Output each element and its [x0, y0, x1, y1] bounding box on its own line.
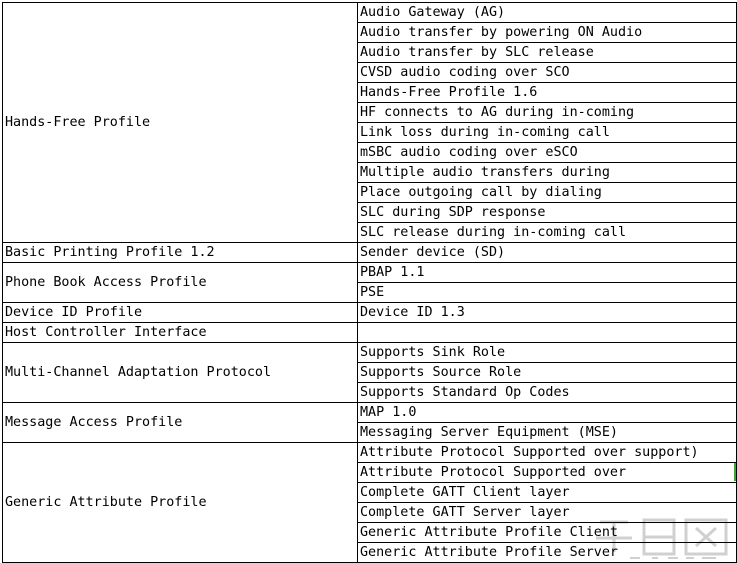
feature-cell[interactable]: Audio transfer by SLC release — [358, 43, 737, 63]
feature-cell[interactable]: Sender device (SD) — [358, 243, 737, 263]
profile-cell[interactable]: Host Controller Interface — [3, 323, 358, 343]
profile-cell[interactable]: Message Access Profile — [3, 403, 358, 443]
profile-cell[interactable]: Hands-Free Profile — [3, 3, 358, 243]
feature-cell[interactable]: MAP 1.0 — [358, 403, 737, 423]
profile-cell[interactable]: Phone Book Access Profile — [3, 263, 358, 303]
feature-cell[interactable]: Place outgoing call by dialing — [358, 183, 737, 203]
feature-cell[interactable]: Multiple audio transfers during — [358, 163, 737, 183]
feature-cell[interactable]: Supports Source Role — [358, 363, 737, 383]
feature-cell[interactable]: Messaging Server Equipment (MSE) — [358, 423, 737, 443]
bluetooth-profile-table — [2, 2, 737, 563]
feature-cell[interactable]: Device ID 1.3 — [358, 303, 737, 323]
feature-cell[interactable]: Supports Standard Op Codes — [358, 383, 737, 403]
feature-cell[interactable]: Generic Attribute Profile Client — [358, 523, 737, 543]
table-row — [3, 403, 737, 423]
feature-cell[interactable]: PBAP 1.1 — [358, 263, 737, 283]
feature-cell[interactable]: Attribute Protocol Supported over — [358, 463, 737, 483]
feature-cell[interactable]: SLC during SDP response — [358, 203, 737, 223]
feature-cell[interactable]: Link loss during in-coming call — [358, 123, 737, 143]
feature-cell[interactable]: Generic Attribute Profile Server — [358, 543, 737, 563]
feature-cell[interactable]: mSBC audio coding over eSCO — [358, 143, 737, 163]
table-row — [3, 263, 737, 283]
feature-cell[interactable]: Hands-Free Profile 1.6 — [358, 83, 737, 103]
feature-cell[interactable]: PSE — [358, 283, 737, 303]
feature-cell[interactable]: Attribute Protocol Supported over support) — [358, 443, 737, 463]
feature-cell[interactable]: HF connects to AG during in-coming — [358, 103, 737, 123]
table-row — [3, 343, 737, 363]
feature-cell[interactable]: Supports Sink Role — [358, 343, 737, 363]
table-body — [3, 3, 737, 563]
table-row — [3, 323, 737, 343]
profile-cell[interactable]: Basic Printing Profile 1.2 — [3, 243, 358, 263]
feature-cell[interactable]: SLC release during in-coming call — [358, 223, 737, 243]
table-row — [3, 243, 737, 263]
profile-cell[interactable]: Device ID Profile — [3, 303, 358, 323]
table-row — [3, 3, 737, 23]
profile-cell[interactable]: Generic Attribute Profile — [3, 443, 358, 563]
feature-cell[interactable]: CVSD audio coding over SCO — [358, 63, 737, 83]
profile-cell[interactable]: Multi-Channel Adaptation Protocol — [3, 343, 358, 403]
feature-cell[interactable] — [358, 323, 737, 343]
feature-cell[interactable]: Complete GATT Server layer — [358, 503, 737, 523]
table-row — [3, 443, 737, 463]
feature-cell[interactable]: Audio transfer by powering ON Audio — [358, 23, 737, 43]
feature-cell[interactable]: Complete GATT Client layer — [358, 483, 737, 503]
feature-cell[interactable]: Audio Gateway (AG) — [358, 3, 737, 23]
table-row — [3, 303, 737, 323]
cell-selection-marker — [734, 463, 736, 481]
